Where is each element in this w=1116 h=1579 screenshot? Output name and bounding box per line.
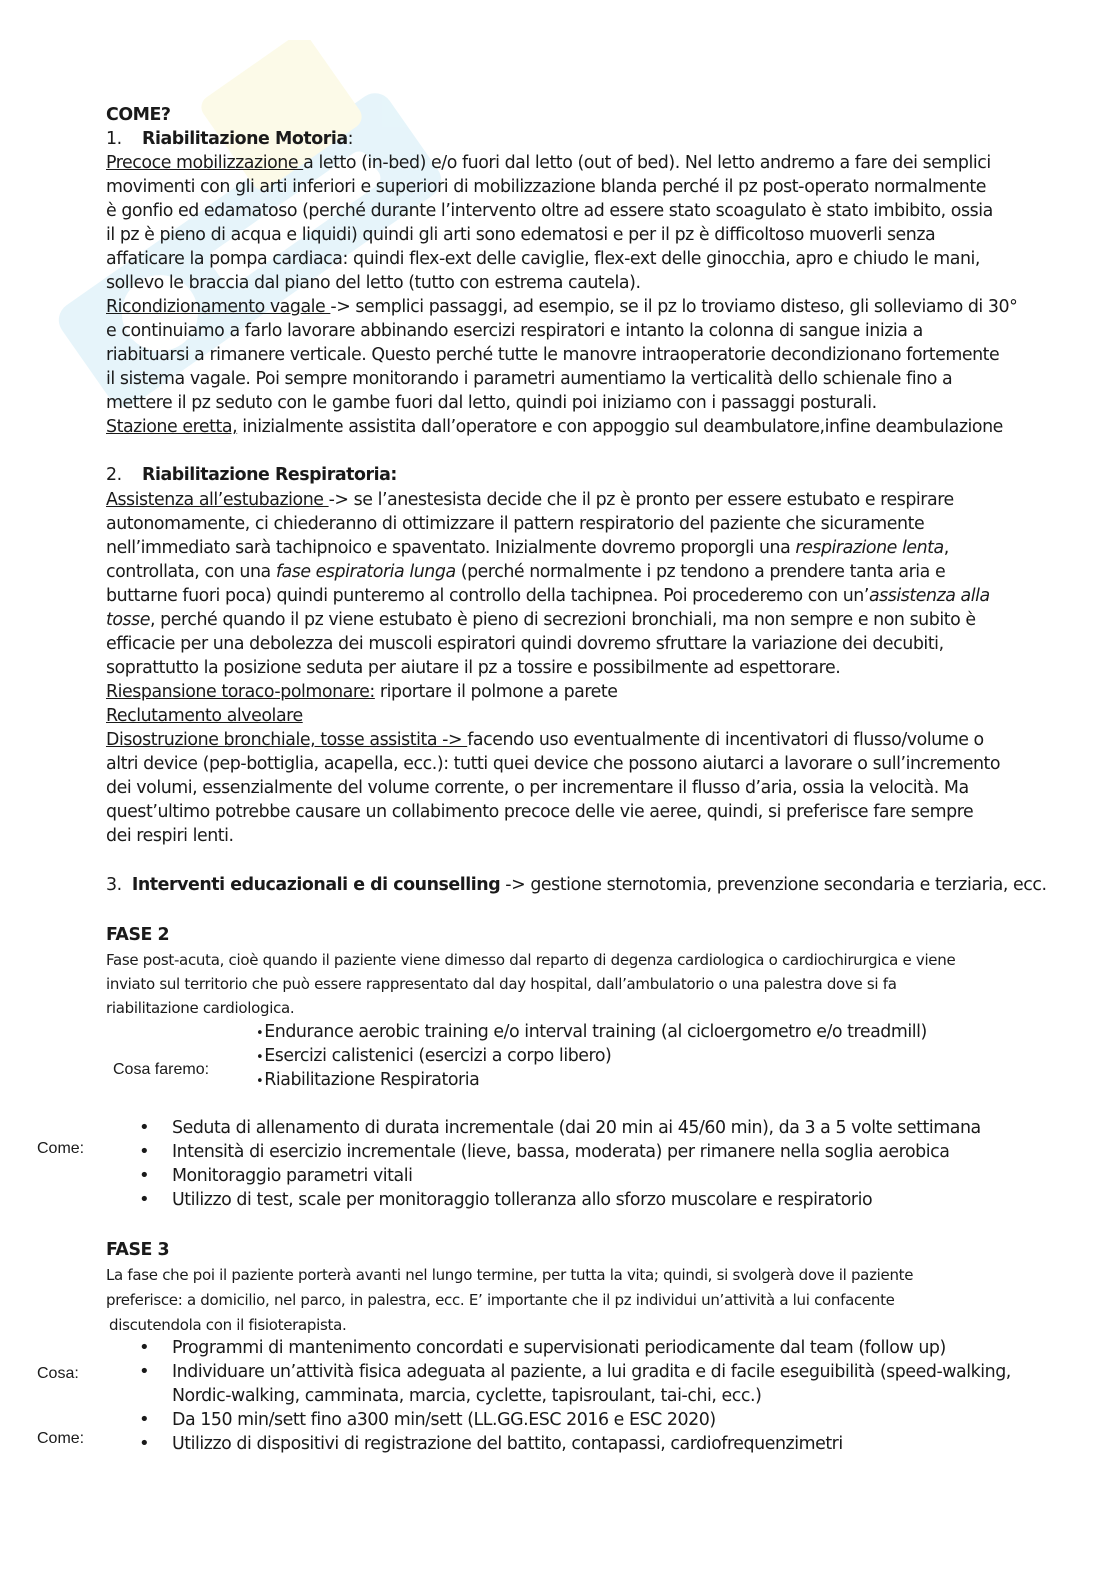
section-1-title: 1. Riabilitazione Motoria: (106, 129, 354, 149)
text-line: tosse, perché quando il pz viene estubato è pieno di secrezioni bronchiali, ma non sempre e non subito è (106, 610, 976, 630)
text-line: Ricondizionamento vagale -> semplici passaggi, ad esempio, se il pz lo troviamo disteso, gli solleviamo di 30° (106, 297, 1018, 317)
text-line: sollevo le braccia dal piano del letto (tutto con estrema cautela). (106, 273, 641, 293)
list-item: •Endurance aerobic training e/o interval training (al cicloergometro e/o treadmill) (256, 1022, 927, 1042)
text-line: dei volumi, essenzialmente del volume corrente, o per incrementare il flusso d’aria, ossia la velocità. Ma (106, 778, 969, 798)
text-line: Disostruzione bronchiale, tosse assistita -> facendo uso eventualmente di incentivatori di flusso/volume o (106, 730, 984, 750)
text-line: mettere il pz seduto con le gambe fuori dal letto, quindi poi iniziamo con i passaggi posturali. (106, 393, 877, 413)
text-line: nell’immediato sarà tachipnoico e spaventato. Inizialmente dovremo proporgli una respirazione lenta, (106, 538, 949, 558)
text-line: La fase che poi il paziente porterà avanti nel lungo termine, per tutta la vita; quindi, si svolgerà dove il paziente (106, 1266, 914, 1284)
list-item: •Riabilitazione Respiratoria (256, 1070, 480, 1090)
text-line: efficacie per una debolezza dei muscoli espiratori quindi dovremo sfruttare la variazione dei decubiti, (106, 634, 944, 654)
text-line: Riespansione toraco-polmonare: riportare il polmone a parete (106, 682, 618, 702)
text-line: affaticare la pompa cardiaca: quindi flex-ext delle caviglie, flex-ext delle ginocchia, apro e chiudo le mani, (106, 249, 981, 269)
bullet-icon: • (139, 1433, 150, 1454)
bullet-icon: • (139, 1165, 150, 1186)
text-line: discutendola con il fisioterapista. (109, 1316, 347, 1334)
list-item-continuation: Nordic-walking, camminata, marcia, cyclette, tapisroulant, tai-chi, ecc.) (172, 1386, 762, 1406)
text-line: altri device (pep-bottiglia, acapella, ecc.): tutti quei device che possono aiutarci a lavorare o sull’incremento (106, 754, 1001, 774)
text-line: controllata, con una fase espiratoria lunga (perché normalmente i pz tendono a prendere tanta aria e (106, 562, 946, 582)
list-item: Utilizzo di dispositivi di registrazione del battito, contapassi, cardiofrequenzimetri (172, 1434, 843, 1454)
text-line: autonomamente, ci chiederanno di ottimizzare il pattern respiratorio del paziente che sicuramente (106, 514, 925, 534)
section-3-title: 3. Interventi educazionali e di counselling -> gestione sternotomia, prevenzione secondaria e terziaria, ecc. (106, 875, 1047, 895)
text-line: il sistema vagale. Poi sempre monitorando i parametri aumentiamo la verticalità dello schienale fino a (106, 369, 953, 389)
text-line: movimenti con gli arti inferiori e superiori di mobilizzazione blanda perché il pz post-operato normalmente (106, 177, 987, 197)
text-line: riabilitazione cardiologica. (106, 999, 295, 1017)
text-line: riabituarsi a rimanere verticale. Questo perché tutte le manovre intraoperatorie decondizionano fortemente (106, 345, 1000, 365)
list-item: Programmi di mantenimento concordati e supervisionati periodicamente dal team (follow up) (172, 1338, 946, 1358)
bullet-icon: • (139, 1361, 150, 1382)
cosa-label: Cosa: (37, 1365, 79, 1382)
bullet-icon: • (139, 1189, 150, 1210)
list-item: Utilizzo di test, scale per monitoraggio tolleranza allo sforzo muscolare e respiratorio (172, 1190, 873, 1210)
list-item: Seduta di allenamento di durata incrementale (dai 20 min ai 45/60 min), da 3 a 5 volte settimana (172, 1118, 981, 1138)
text-line: e continuiamo a farlo lavorare abbinando esercizi respiratori e intanto la colonna di sangue inizia a (106, 321, 923, 341)
list-item: Individuare un’attività fisica adeguata al paziente, a lui gradita e di facile eseguibilità (speed-walking, (172, 1362, 1011, 1382)
bullet-icon: • (139, 1337, 150, 1358)
come-label: Come: (37, 1140, 85, 1157)
section-heading: COME? (106, 105, 171, 125)
list-item: Monitoraggio parametri vitali (172, 1166, 413, 1186)
bullet-icon: • (139, 1117, 150, 1138)
text-line: quest’ultimo potrebbe causare un collabimento precoce delle vie aeree, quindi, si preferisce fare sempre (106, 802, 974, 822)
text-line: buttarne fuori poca) quindi punteremo al controllo della tachipnea. Poi procederemo con un’assistenza alla (106, 586, 990, 606)
text-line: inviato sul territorio che può essere rappresentato dal day hospital, dall’ambulatorio o una palestra dove si fa (106, 975, 897, 993)
text-line: Assistenza all’estubazione -> se l’anestesista decide che il pz è pronto per essere estubato e respirare (106, 490, 954, 510)
text-line: soprattutto la posizione seduta per aiutare il pz a tossire e possibilmente ad espettorare. (106, 658, 841, 678)
bullet-icon: • (139, 1409, 150, 1430)
list-item: Intensità di esercizio incrementale (lieve, bassa, moderata) per rimanere nella soglia aerobica (172, 1142, 950, 1162)
text-line: dei respiri lenti. (106, 826, 234, 846)
come-label: Come: (37, 1430, 85, 1447)
text-line: Stazione eretta, inizialmente assistita dall’operatore e con appoggio sul deambulatore,infine deambulazione (106, 417, 1003, 437)
list-item: Da 150 min/sett fino a300 min/sett (LL.GG.ESC 2016 e ESC 2020) (172, 1410, 716, 1430)
text-line: il pz è pieno di acqua e liquidi) quindi gli arti sono edematosi e per il pz è difficoltoso muoverli senza (106, 225, 936, 245)
fase-2-heading: FASE 2 (106, 925, 170, 945)
text-line: Precoce mobilizzazione a letto (in-bed) e/o fuori dal letto (out of bed). Nel letto andremo a fare dei semplici (106, 153, 991, 173)
text-line: Reclutamento alveolare (106, 706, 303, 726)
fase-3-heading: FASE 3 (106, 1240, 170, 1260)
list-item: •Esercizi calistenici (esercizi a corpo libero) (256, 1046, 612, 1066)
text-line: preferisce: a domicilio, nel parco, in palestra, ecc. E’ importante che il pz individui un’attività a lui confacente (106, 1291, 895, 1309)
text-line: Fase post-acuta, cioè quando il paziente viene dimesso dal reparto di degenza cardiologica o cardiochirurgica e viene (106, 951, 956, 969)
bullet-icon: • (139, 1141, 150, 1162)
cosa-faremo-label: Cosa faremo: (113, 1061, 210, 1078)
section-2-title: 2. Riabilitazione Respiratoria: (106, 465, 397, 485)
text-line: è gonfio ed edamatoso (perché durante l’intervento oltre ad essere stato scoagulato è stato imbibito, ossia (106, 201, 993, 221)
